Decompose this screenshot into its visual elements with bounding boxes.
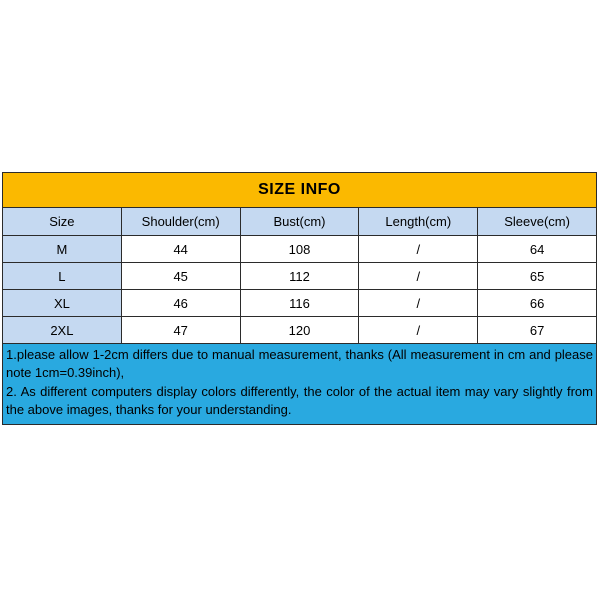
note-color-disclaimer: 2. As different computers display colors differently, the color of the actual item may vary slightly from the above images, thanks for your understanding. xyxy=(6,383,593,418)
sleeve-value-cell: 66 xyxy=(478,290,597,317)
shoulder-value-cell: 45 xyxy=(121,263,240,290)
sleeve-value-cell: 64 xyxy=(478,236,597,263)
length-value-cell: / xyxy=(359,290,478,317)
size-row-l xyxy=(3,263,597,290)
shoulder-value-cell: 44 xyxy=(121,236,240,263)
shoulder-value-cell: 47 xyxy=(121,317,240,344)
size-table-header-row xyxy=(3,208,597,236)
size-chart xyxy=(2,172,597,425)
notes-section xyxy=(2,344,597,425)
bust-value-cell: 112 xyxy=(240,263,359,290)
shoulder-value-cell: 46 xyxy=(121,290,240,317)
bust-value-cell: 120 xyxy=(240,317,359,344)
col-header-sleeve: Sleeve(cm) xyxy=(478,208,597,236)
size-label-cell: M xyxy=(3,236,122,263)
col-header-length: Length(cm) xyxy=(359,208,478,236)
size-label-cell: 2XL xyxy=(3,317,122,344)
length-value-cell: / xyxy=(359,236,478,263)
col-header-size: Size xyxy=(3,208,122,236)
bust-value-cell: 108 xyxy=(240,236,359,263)
sleeve-value-cell: 65 xyxy=(478,263,597,290)
size-row-xl xyxy=(3,290,597,317)
size-row-2xl xyxy=(3,317,597,344)
sleeve-value-cell: 67 xyxy=(478,317,597,344)
size-table xyxy=(2,207,597,344)
length-value-cell: / xyxy=(359,317,478,344)
size-label-cell: XL xyxy=(3,290,122,317)
size-label-cell: L xyxy=(3,263,122,290)
bust-value-cell: 116 xyxy=(240,290,359,317)
size-chart-title: SIZE INFO xyxy=(2,172,597,207)
length-value-cell: / xyxy=(359,263,478,290)
note-measurement-disclaimer: 1.please allow 1-2cm differs due to manual measurement, thanks (All measurement in cm and please note 1cm=0.39inch), xyxy=(6,347,593,381)
col-header-bust: Bust(cm) xyxy=(240,208,359,236)
size-row-m xyxy=(3,236,597,263)
col-header-shoulder: Shoulder(cm) xyxy=(121,208,240,236)
